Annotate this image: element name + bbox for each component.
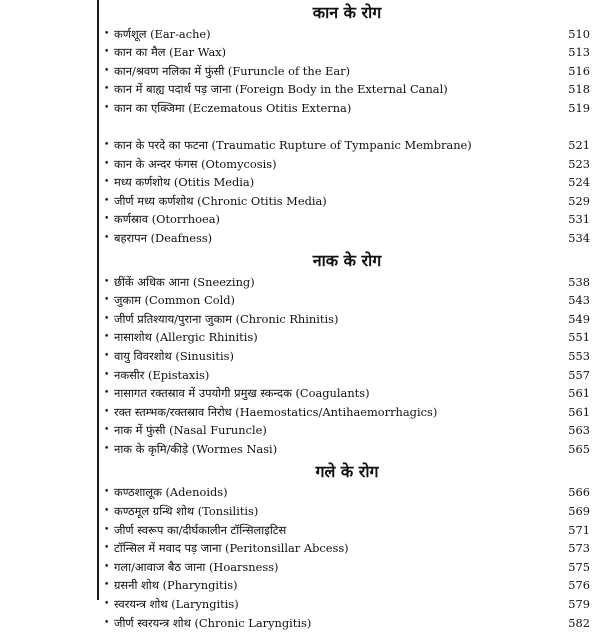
bullet-icon: •	[104, 232, 110, 243]
entry-title: जीर्ण प्रतिश्याय/पुराना जुकाम (Chronic Rhinitis)	[114, 311, 339, 326]
toc-entry[interactable]	[104, 291, 590, 310]
bullet-icon: •	[104, 295, 110, 306]
table-of-contents	[104, 0, 590, 632]
entry-title: नाक में फुंसी (Nasal Furuncle)	[114, 423, 267, 438]
entry-title: ग्रसनी शोथ (Pharyngitis)	[114, 578, 238, 593]
bullet-icon: •	[104, 47, 110, 58]
entry-title: जीर्ण स्वरूप का/दीर्घकालीन टॉन्सिलाइटिस	[114, 522, 287, 537]
section-title: कान के रोग	[312, 3, 382, 22]
toc-entry[interactable]	[104, 594, 590, 613]
bullet-icon: •	[104, 443, 110, 454]
page-number: 576	[568, 578, 590, 593]
section-title: गले के रोग	[315, 461, 379, 481]
entry-title: कान का मैल (Ear Wax)	[114, 45, 227, 60]
toc-entry[interactable]	[104, 501, 590, 520]
toc-entry[interactable]	[104, 613, 590, 632]
entry-title: कान के अन्दर फंगस (Otomycosis)	[114, 156, 277, 171]
bullet-icon: •	[104, 195, 110, 206]
toc-entry[interactable]	[104, 421, 590, 440]
page-number: 561	[568, 404, 590, 419]
bullet-icon: •	[104, 84, 110, 95]
page-number: 513	[568, 45, 590, 60]
entry-title: कान का एक्जिमा (Eczematous Otitis Externa)	[114, 100, 352, 115]
page-number: 510	[568, 26, 590, 41]
bullet-icon: •	[104, 65, 110, 76]
toc-entry[interactable]	[104, 402, 590, 421]
page-number: 523	[568, 156, 590, 171]
page-number: 563	[568, 423, 590, 438]
bullet-icon: •	[104, 102, 110, 113]
page-number: 573	[568, 541, 590, 556]
toc-entry[interactable]	[104, 365, 590, 384]
bullet-icon: •	[104, 28, 110, 39]
page-number: 565	[568, 441, 590, 456]
bullet-icon: •	[104, 313, 110, 324]
bullet-icon: •	[104, 599, 110, 610]
toc-entry[interactable]	[104, 557, 590, 576]
entry-title: कण्ठशालूक (Adenoids)	[114, 485, 228, 500]
toc-entry[interactable]	[104, 309, 590, 328]
toc-entry[interactable]	[104, 191, 590, 210]
toc-entry[interactable]	[104, 439, 590, 458]
toc-entry[interactable]	[104, 384, 590, 403]
entry-title: नाक के कृमि/कीड़े (Wormes Nasi)	[114, 441, 278, 456]
page-number: 561	[568, 386, 590, 401]
entry-title: कर्णस्राव (Otorrhoea)	[114, 212, 220, 227]
toc-entry[interactable]	[104, 328, 590, 347]
toc-entry[interactable]	[104, 98, 590, 117]
bullet-icon: •	[104, 350, 110, 361]
page-number: 549	[568, 311, 590, 326]
entry-title: कान/श्रवण नलिका में फुंसी (Furuncle of the Ear)	[114, 63, 351, 78]
toc-entry[interactable]	[104, 24, 590, 43]
bullet-icon: •	[104, 369, 110, 380]
page-number: 575	[568, 559, 590, 574]
toc-entry[interactable]	[104, 483, 590, 502]
entry-title: मध्य कर्णशोथ (Otitis Media)	[114, 175, 255, 190]
entry-list	[104, 483, 590, 632]
entry-title: जुकाम (Common Cold)	[114, 293, 235, 308]
bullet-icon: •	[104, 388, 110, 399]
entry-title: कान के परदे का फटना (Traumatic Rupture of Tympanic Membrane)	[114, 137, 472, 152]
page-number: 524	[568, 175, 590, 190]
bullet-icon: •	[104, 332, 110, 343]
page-number: 543	[568, 293, 590, 308]
entry-title: नासागत रक्तस्राव में उपयोगी प्रमुख स्कन्दक (Coagulants)	[114, 386, 370, 401]
page-number: 519	[568, 100, 590, 115]
entry-title: कण्ठमूल ग्रन्थि शोथ (Tonsilitis)	[114, 504, 259, 519]
toc-entry[interactable]	[104, 210, 590, 229]
entry-title: वायु विवरशोथ (Sinusitis)	[114, 348, 234, 363]
page-number: 551	[568, 330, 590, 345]
entry-list	[104, 272, 590, 458]
entry-title: नकसीर (Epistaxis)	[114, 367, 210, 382]
toc-entry[interactable]	[104, 80, 590, 99]
toc-entry[interactable]	[104, 272, 590, 291]
entry-title: रक्त स्तम्भक/रक्तस्राव निरोध (Haemostatics/Antihaemorrhagics)	[114, 404, 438, 419]
page-number: 538	[568, 274, 590, 289]
entry-title: छींकें अधिक आना (Sneezing)	[114, 274, 255, 289]
margin-rule	[97, 0, 99, 600]
entry-title: जीर्ण मध्य कर्णशोथ (Chronic Otitis Media)	[114, 193, 327, 208]
page-number: 553	[568, 348, 590, 363]
bullet-icon: •	[104, 506, 110, 517]
bullet-icon: •	[104, 617, 110, 628]
bullet-icon: •	[104, 561, 110, 572]
entry-title: नासाशोथ (Allergic Rhinitis)	[114, 330, 258, 345]
entry-title: कर्णशूल (Ear-ache)	[114, 26, 211, 41]
bullet-icon: •	[104, 406, 110, 417]
page-number: 521	[568, 137, 590, 152]
page-number: 566	[568, 485, 590, 500]
toc-entry[interactable]	[104, 117, 590, 154]
section-title: नाक के रोग	[312, 250, 382, 270]
toc-entry[interactable]	[104, 576, 590, 595]
entry-title: स्वरयन्त्र शोथ (Laryngitis)	[114, 597, 239, 612]
page-number: 518	[568, 82, 590, 97]
entry-list	[104, 24, 590, 247]
bullet-icon: •	[104, 524, 110, 535]
bullet-icon: •	[104, 139, 110, 150]
bullet-icon: •	[104, 177, 110, 188]
toc-entry[interactable]	[104, 228, 590, 247]
entry-title: टॉन्सिल में मवाद पड़ जाना (Peritonsillar Abcess)	[114, 541, 349, 556]
page-number: 531	[568, 212, 590, 227]
page-number: 571	[568, 522, 590, 537]
page-number: 582	[568, 615, 590, 630]
entry-title: बहरापन (Deafness)	[114, 230, 213, 245]
bullet-icon: •	[104, 158, 110, 169]
page-number: 516	[568, 63, 590, 78]
entry-title: जीर्ण स्वरयन्त्र शोथ (Chronic Laryngitis)	[114, 615, 312, 630]
bullet-icon: •	[104, 276, 110, 287]
page-number: 569	[568, 504, 590, 519]
bullet-icon: •	[104, 580, 110, 591]
toc-entry[interactable]	[104, 173, 590, 192]
bullet-icon: •	[104, 487, 110, 498]
page-number: 579	[568, 597, 590, 612]
toc-entry[interactable]	[104, 346, 590, 365]
toc-entry[interactable]	[104, 43, 590, 62]
toc-entry[interactable]	[104, 154, 590, 173]
toc-entry[interactable]	[104, 61, 590, 80]
bullet-icon: •	[104, 214, 110, 225]
toc-entry[interactable]	[104, 520, 590, 539]
page-number: 529	[568, 193, 590, 208]
entry-title: कान में बाह्य पदार्थ पड़ जाना (Foreign Body in the External Canal)	[114, 82, 448, 97]
page-number: 534	[568, 230, 590, 245]
toc-entry[interactable]	[104, 539, 590, 558]
entry-title: गला/आवाज बैठ जाना (Hoarsness)	[114, 559, 279, 574]
bullet-icon: •	[104, 425, 110, 436]
bullet-icon: •	[104, 543, 110, 554]
page-number: 557	[568, 367, 590, 382]
